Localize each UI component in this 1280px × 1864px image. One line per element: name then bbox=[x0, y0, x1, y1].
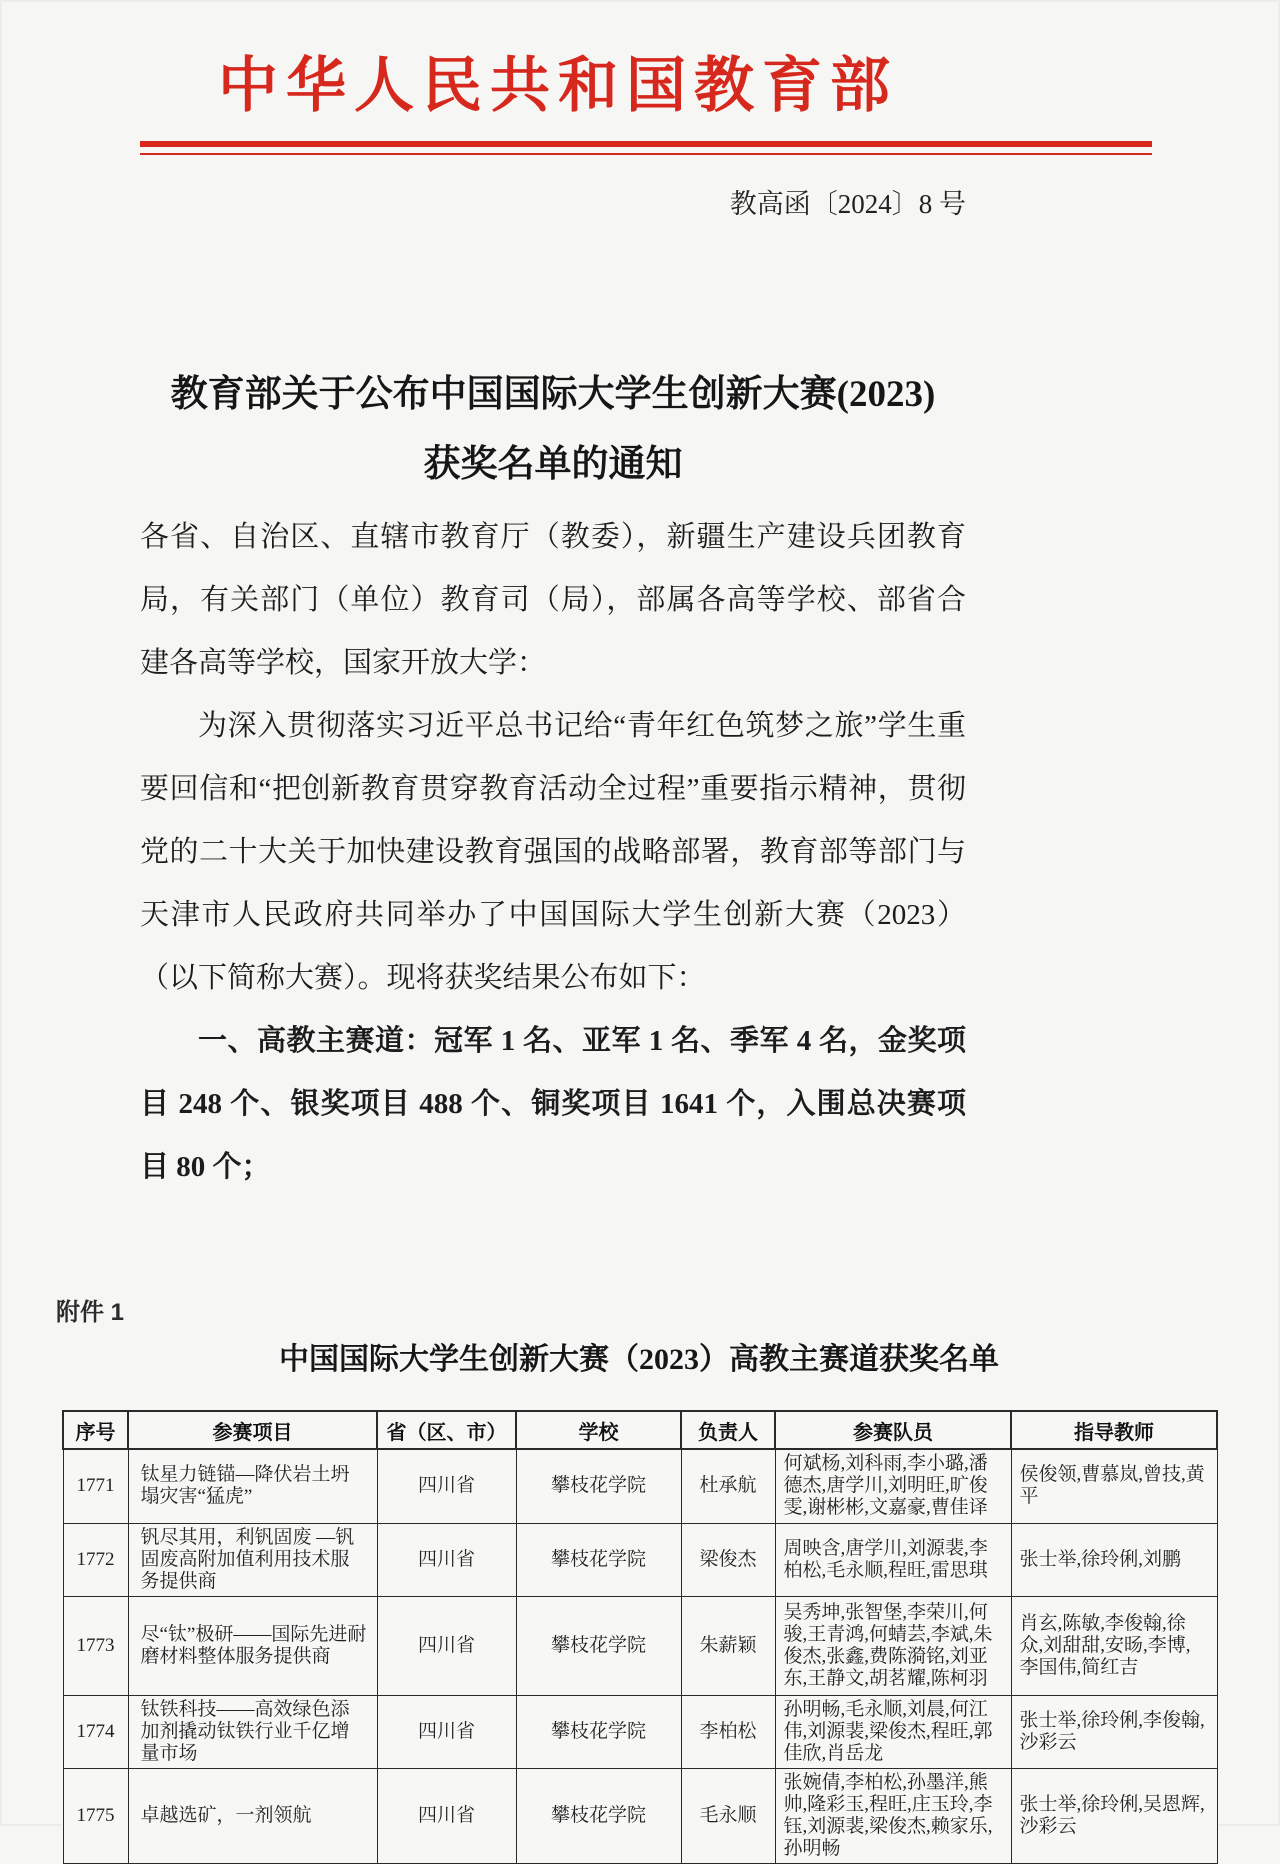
cell-project: 钒尽其用，利钒固废 —钒固废高附加值利用技术服务提供商 bbox=[128, 1523, 377, 1596]
cell-project: 尽“钛”极研——国际先进耐磨材料整体服务提供商 bbox=[128, 1596, 377, 1695]
cell-team: 周映含,唐学川,刘源裴,李柏松,毛永顺,程旺,雷思琪 bbox=[775, 1523, 1011, 1596]
letterhead-rule-thin bbox=[140, 153, 1152, 155]
award-table-title: 中国国际大学生创新大赛（2023）高教主赛道获奖名单 bbox=[279, 1343, 999, 1376]
document-body bbox=[140, 506, 966, 1199]
cell-province: 四川省 bbox=[377, 1449, 516, 1523]
cell-team: 何斌杨,刘科雨,李小璐,潘德杰,唐学川,刘明旺,旷俊雯,谢彬彬,文嘉豪,曹佳译 bbox=[775, 1449, 1011, 1523]
cell-province: 四川省 bbox=[377, 1523, 516, 1596]
cell-school: 攀枝花学院 bbox=[516, 1695, 681, 1768]
cell-leader: 梁俊杰 bbox=[681, 1523, 775, 1596]
header-team: 参赛队员 bbox=[775, 1411, 1011, 1449]
table-row bbox=[63, 1523, 1217, 1596]
cell-province: 四川省 bbox=[377, 1768, 516, 1863]
results-paragraph: 一、高教主赛道：冠军 1 名、亚军 1 名、季军 4 名，金奖项目 248 个、银奖项目 488 个、铜奖项目 1641 个，入围总决赛项目 80 个； bbox=[140, 1025, 966, 1183]
document-title bbox=[140, 360, 966, 500]
ministry-letterhead: 中华人民共和国教育部 bbox=[218, 53, 898, 119]
document-title-line2: 获奖名单的通知 bbox=[423, 444, 683, 485]
header-leader: 负责人 bbox=[681, 1411, 775, 1449]
cell-serial: 1774 bbox=[63, 1695, 128, 1768]
cell-teachers: 张士举,徐玲俐,刘鹏 bbox=[1011, 1523, 1217, 1596]
cell-teachers: 张士举,徐玲俐,李俊翰,沙彩云 bbox=[1011, 1695, 1217, 1768]
header-school: 学校 bbox=[516, 1411, 681, 1449]
cell-team: 孙明畅,毛永顺,刘晨,何江伟,刘源裴,梁俊杰,程旺,郭佳欣,肖岳龙 bbox=[775, 1695, 1011, 1768]
header-project: 参赛项目 bbox=[128, 1411, 377, 1449]
cell-serial: 1773 bbox=[63, 1596, 128, 1695]
cell-teachers: 侯俊领,曹慕岚,曾技,黄平 bbox=[1011, 1449, 1217, 1523]
cell-school: 攀枝花学院 bbox=[516, 1523, 681, 1596]
award-table bbox=[62, 1410, 1218, 1864]
cell-province: 四川省 bbox=[377, 1596, 516, 1695]
cell-serial: 1771 bbox=[63, 1449, 128, 1523]
cell-school: 攀枝花学院 bbox=[516, 1449, 681, 1523]
cell-school: 攀枝花学院 bbox=[516, 1768, 681, 1863]
intro-paragraph: 为深入贯彻落实习近平总书记给“青年红色筑梦之旅”学生重要回信和“把创新教育贯穿教育活动全过程”重要指示精神，贯彻党的二十大关于加快建设教育强国的战略部署，教育部等部门与天津市人民政府共同举办了中国国际大学生创新大赛（2023）（以下简称大赛）。现将获奖结果公布如下： bbox=[140, 710, 966, 994]
header-teachers: 指导教师 bbox=[1011, 1411, 1217, 1449]
document-title-line1: 教育部关于公布中国国际大学生创新大赛(2023) bbox=[170, 374, 936, 415]
cell-leader: 杜承航 bbox=[681, 1449, 775, 1523]
cell-leader: 朱薪颖 bbox=[681, 1596, 775, 1695]
table-row bbox=[63, 1449, 1217, 1523]
cell-teachers: 肖玄,陈敏,李俊翰,徐众,刘甜甜,安旸,李博,李国伟,简红吉 bbox=[1011, 1596, 1217, 1695]
cell-leader: 毛永顺 bbox=[681, 1768, 775, 1863]
cell-school: 攀枝花学院 bbox=[516, 1596, 681, 1695]
letterhead-rule-thick bbox=[140, 141, 1152, 147]
cell-leader: 李柏松 bbox=[681, 1695, 775, 1768]
cell-team: 吴秀坤,张智堡,李荣川,何骏,王青鸿,何蜻芸,李斌,朱俊杰,张鑫,费陈漪铭,刘亚东,王静文,胡茗耀,陈柯羽 bbox=[775, 1596, 1011, 1695]
header-province: 省（区、市） bbox=[377, 1411, 516, 1449]
cell-project: 钛星力链锚—降伏岩土坍塌灾害“猛虎” bbox=[128, 1449, 377, 1523]
cell-serial: 1772 bbox=[63, 1523, 128, 1596]
cell-project: 钛铁科技——高效绿色添加剂撬动钛铁行业千亿增量市场 bbox=[128, 1695, 377, 1768]
table-row bbox=[63, 1596, 1217, 1695]
table-header-row bbox=[63, 1411, 1217, 1449]
document-number: 教高函〔2024〕8 号 bbox=[729, 189, 966, 219]
cell-province: 四川省 bbox=[377, 1695, 516, 1768]
cell-project: 卓越选矿，一剂领航 bbox=[128, 1768, 377, 1863]
salutation-paragraph: 各省、自治区、直辖市教育厅（教委），新疆生产建设兵团教育局，有关部门（单位）教育司（局），部属各高等学校、部省合建各高等学校，国家开放大学： bbox=[140, 521, 966, 679]
cell-serial: 1775 bbox=[63, 1768, 128, 1863]
cell-teachers: 张士举,徐玲俐,吴恩辉,沙彩云 bbox=[1011, 1768, 1217, 1863]
table-row bbox=[63, 1768, 1217, 1863]
cell-team: 张婉倩,李柏松,孙墨洋,熊帅,隆彩玉,程旺,庄玉玲,李钰,刘源裴,梁俊杰,赖家乐,孙明畅 bbox=[775, 1768, 1011, 1863]
attachment-label: 附件 1 bbox=[56, 1299, 125, 1326]
header-serial: 序号 bbox=[63, 1411, 128, 1449]
table-row bbox=[63, 1695, 1217, 1768]
